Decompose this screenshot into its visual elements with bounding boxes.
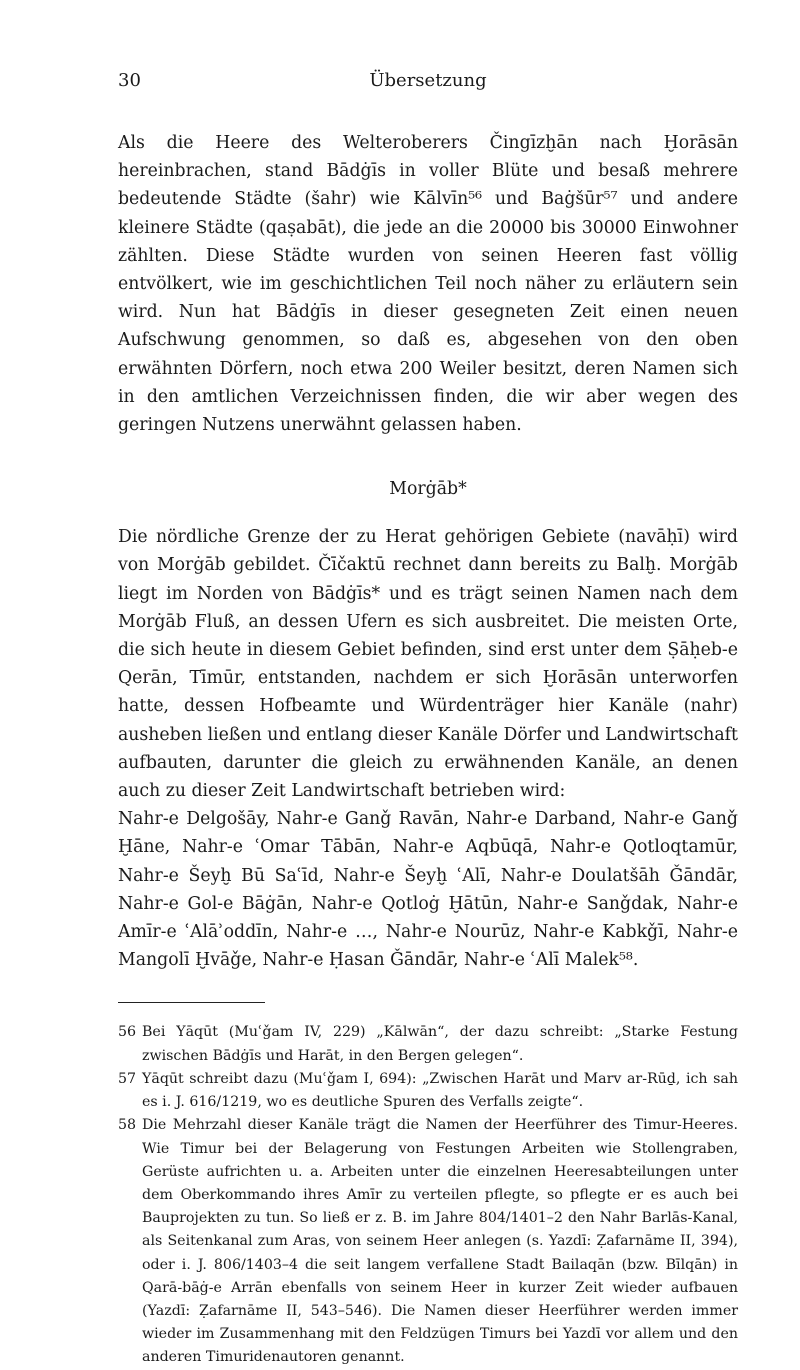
book-page (118, 70, 738, 1370)
page-header (118, 70, 738, 100)
body-paragraph-1: Als die Heere des Welteroberers Čingīzḫān nach Ḫorāsān hereinbrachen, stand Bādġīs in voller Blüte und besaß mehrere bedeutende Städte (šahr) wie Kālvīn⁵⁶ und Baġšūr⁵⁷ und andere kleinere Städte (qaṣabāt), die jede an die 20000 bis 30000 Einwohner zählten. Diese Städte wurden von seinen Heeren fast völlig entvölkert, wie im geschichtlichen Teil noch näher zu erläutern sein wird. Nun hat Bādġīs in dieser gesegneten Zeit einen neuen Aufschwung genommen, so daß es, abgesehen von den oben erwähnten Dörfern, noch etwa 200 Weiler besitzt, deren Namen sich in den amtlichen Verzeichnissen finden, die wir aber wegen des geringen Nutzens unerwähnt gelassen haben. (118, 133, 738, 436)
footnote-text: Die Mehrzahl dieser Kanäle trägt die Namen der Heerführer des Timur-Heeres. Wie Timur bei der Belagerung von Festungen Arbeiten wie Stollengraben, Gerüste aufrichten u. a. Arbeiten unter die einzelnen Heeresabteilungen unter dem Oberkommando ihres Amīr zu verteilen pflegte, so pflegte er es auch bei Bauprojekten zu tun. So ließ er z. B. im Jahre 804/1401–2 den Nahr Barlās-Kanal, als Seitenkanal zum Aras, von seinem Heer anlegen (s. Yazdī: Ẓafarnāme II, 394), oder i. J. 806/1403–4 die seit langem verfallene Stadt Bailaqān (bzw. Bīlqān) in Qarā-bāġ-e Arrān ebenfalls von seinem Heer in kurzer Zeit wieder aufbauen (Yazdī: Ẓafarnāme II, 543–546). Die Namen dieser Heerführer werden immer wieder im Zusammenhang mit den Feldzügen Timurs bei Yazdī vor allem und den anderen Timuridenautoren genannt. (142, 1117, 738, 1366)
footnotes (118, 1021, 738, 1369)
body-paragraph-2: Die nördliche Grenze der zu Herat gehörigen Gebiete (navāḥī) wird von Morġāb gebildet. Čīčaktū rechnet dann bereits zu Balḫ. Morġāb liegt im Norden von Bādġīs* und es trägt seinen Namen nach dem Morġāb Fluß, an dessen Ufern es sich ausbreitet. Die meisten Orte, die sich heute in diesem Gebiet befinden, sind erst unter dem Ṣāḥeb-e Qerān, Tīmūr, entstanden, nachdem er sich Ḫorāsān unterworfen hatte, dessen Hofbeamte und Würdenträger hier Kanäle (nahr) ausheben ließen und entlang dieser Kanäle Dörfer und Landwirtschaft aufbauten, darunter die gleich zu erwähnenden Kanäle, an denen auch zu dieser Zeit Landwirtschaft betrieben wird: (118, 527, 738, 802)
footnote-number: 57 (118, 1070, 137, 1087)
running-title: Übersetzung (369, 70, 487, 91)
footnote-number: 58 (118, 1117, 137, 1134)
footnote-text: Bei Yāqūt (Muʿǧam IV, 229) „Kālwān“, der dazu schreibt: „Starke Festung zwischen Bādġīs und Harāt, in den Bergen gelegen“. (142, 1024, 738, 1064)
body-paragraph-3: Nahr-e Delgošāy, Nahr-e Ganǧ Ravān, Nahr-e Darband, Nahr-e Ganǧ Ḫāne, Nahr-e ʿOmar Tābān, Nahr-e Aqbūqā, Nahr-e Qotloqtamūr, Nahr-e Šeyḫ Bū Saʿīd, Nahr-e Šeyḫ ʿAlī, Nahr-e Doulatšāh Ǧāndār, Nahr-e Gol-e Bāġān, Nahr-e Qotloġ Ḫātūn, Nahr-e Sanǧdak, Nahr-e Amīr-e ʿAlāʾoddīn, Nahr-e …, Nahr-e Nourūz, Nahr-e Kabkǧī, Nahr-e Mangolī Ḫvāǧe, Nahr-e Ḥasan Ǧāndār, Nahr-e ʿAlī Malek⁵⁸. (118, 809, 738, 971)
section-heading: Morġāb* (389, 479, 467, 500)
page-number: 30 (118, 70, 141, 91)
footnote-text: Yāqūt schreibt dazu (Muʿǧam I, 694): „Zwischen Harāt und Marv ar-Rūḏ, ich sah es i. J. 616/1219, wo es deutliche Spuren des Verfalls zeigte“. (142, 1070, 738, 1111)
footnote-number: 56 (118, 1024, 137, 1041)
footnote-57 (118, 1068, 738, 1114)
footnote-divider (118, 1002, 265, 1003)
footnote-56 (118, 1021, 738, 1067)
footnote-58 (118, 1114, 738, 1369)
